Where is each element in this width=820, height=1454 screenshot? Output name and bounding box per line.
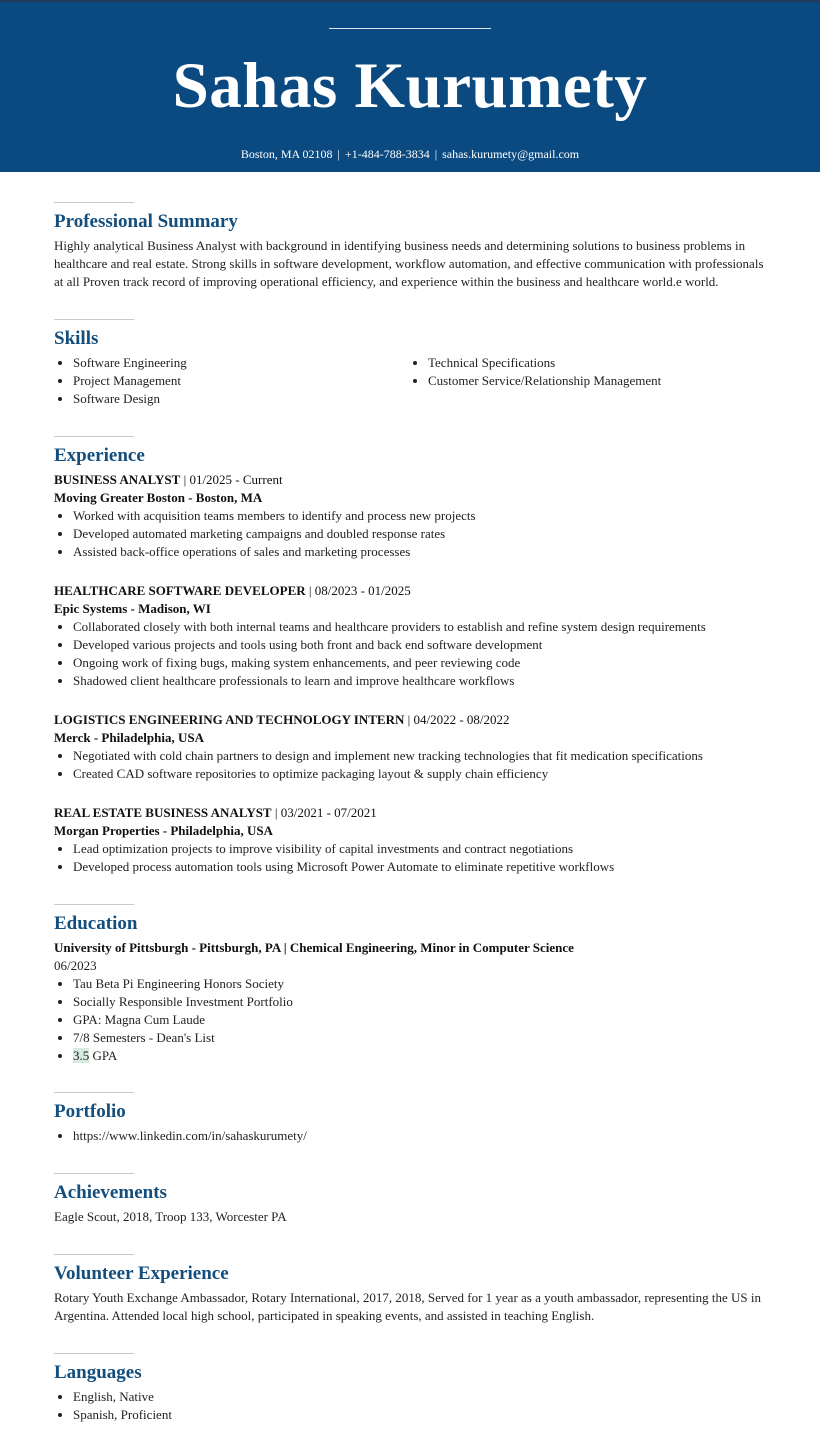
contact-line [0,146,820,162]
section-heading: Languages [54,1362,142,1383]
section-divider [54,202,134,203]
resume-header [0,0,820,172]
job-bullet: • Created CAD software repositories to optimize packaging layout & supply chain efficiency [73,765,768,783]
languages-section [54,1353,768,1424]
candidate-name: Sahas Kurumety [172,50,648,122]
job-title: LOGISTICS ENGINEERING AND TECHNOLOGY INTERN [54,712,405,727]
job-title-line [54,711,768,729]
education-section [54,904,768,1065]
contact-phone[interactable]: +1-484-788-3834 [344,147,430,161]
education-bullets [54,975,768,1065]
job-company: Epic Systems - Madison, WI [54,601,211,616]
achievements-text: Eagle Scout, 2018, Troop 133, Worcester PA [54,1209,287,1224]
portfolio-link[interactable]: • https://www.linkedin.com/in/sahaskurumety/ [73,1127,768,1145]
education-bullet [73,1047,768,1065]
job-title-line [54,804,768,822]
job-title-line [54,471,768,489]
section-heading: Achievements [54,1182,167,1203]
job-bullets [54,840,768,876]
achievements-section [54,1173,768,1226]
job-entry [54,711,768,783]
job-company: Merck - Philadelphia, USA [54,730,204,745]
contact-email[interactable]: sahas.kurumety@gmail.com [442,147,580,161]
contact-address: Boston, MA 02108 [240,147,333,161]
job-entry [54,582,768,690]
section-divider [54,1254,134,1255]
skill-item: • Software Engineering [73,354,409,372]
job-title: REAL ESTATE BUSINESS ANALYST [54,805,272,820]
section-divider [54,436,134,437]
education-school: University of Pittsburgh - Pittsburgh, PA | Chemical Engineering, Minor in Computer Science [54,940,574,955]
job-bullets [54,747,768,783]
section-divider [54,904,134,905]
section-heading: Skills [54,328,99,349]
volunteer-text: Rotary Youth Exchange Ambassador, Rotary International, 2017, 2018, Served for 1 year as a youth ambassador, representing the US in Argentina. Attended local high school, participated in speaking events, and assisted in teaching English. [54,1290,761,1323]
job-title: HEALTHCARE SOFTWARE DEVELOPER [54,583,306,598]
job-bullet: • Worked with acquisition teams members to identify and process new projects [73,507,768,525]
section-divider [54,319,134,320]
education-bullet: • Socially Responsible Investment Portfolio [73,993,768,1011]
job-bullet: • Shadowed client healthcare professionals to learn and improve healthcare workflows [73,672,768,690]
experience-section [54,436,768,897]
section-divider [54,1092,134,1093]
education-bullet: • Tau Beta Pi Engineering Honors Society [73,975,768,993]
job-bullet: • Developed automated marketing campaigns and doubled response rates [73,525,768,543]
skill-item: • Technical Specifications [428,354,764,372]
skill-item: • Project Management [73,372,409,390]
portfolio-section [54,1092,768,1145]
header-divider [329,28,491,29]
job-bullet: • Negotiated with cold chain partners to design and implement new tracking technologies that fit medication specifications [73,747,768,765]
skills-section [54,319,768,408]
gpa-label: GPA [89,1048,118,1063]
job-bullet: • Assisted back-office operations of sales and marketing processes [73,543,768,561]
contact-separator: | [434,147,438,161]
job-dates: | 03/2021 - 07/2021 [274,805,377,820]
education-bullet: • 7/8 Semesters - Dean's List [73,1029,768,1047]
section-heading: Education [54,913,138,934]
job-title-line [54,582,768,600]
job-dates: | 04/2022 - 08/2022 [407,712,510,727]
language-item: • English, Native [73,1388,768,1406]
summary-section [54,202,768,291]
job-company: Moving Greater Boston - Boston, MA [54,490,263,505]
section-heading: Experience [54,445,145,466]
skills-columns [54,354,768,408]
gpa-value: 3.5 [73,1048,90,1063]
section-heading: Professional Summary [54,211,238,232]
job-dates: | 08/2023 - 01/2025 [308,583,411,598]
skill-item: • Software Design [73,390,409,408]
education-date: 06/2023 [54,958,97,973]
languages-list [54,1388,768,1424]
section-heading: Portfolio [54,1101,126,1122]
skills-list-left [54,354,409,408]
skill-item: • Customer Service/Relationship Management [428,372,764,390]
job-company: Morgan Properties - Philadelphia, USA [54,823,273,838]
contact-separator: | [337,147,340,161]
job-bullet: • Developed process automation tools using Microsoft Power Automate to eliminate repetitive workflows [73,858,768,876]
job-bullets [54,618,768,690]
job-entry [54,804,768,876]
section-divider [54,1173,134,1174]
job-entry [54,471,768,561]
job-bullet: • Developed various projects and tools using both front and back end software development [73,636,768,654]
volunteer-section [54,1254,768,1325]
job-bullet: • Lead optimization projects to improve visibility of capital investments and contract negotiations [73,840,768,858]
job-bullet: • Ongoing work of fixing bugs, making system enhancements, and peer reviewing code [73,654,768,672]
job-bullet: • Collaborated closely with both internal teams and healthcare providers to establish and refine system design requirements [73,618,768,636]
section-heading: Volunteer Experience [54,1263,229,1284]
job-bullets [54,507,768,561]
skills-list-right [409,354,764,408]
education-bullet: • GPA: Magna Cum Laude [73,1011,768,1029]
section-divider [54,1353,134,1354]
job-title: BUSINESS ANALYST [54,472,181,487]
job-dates: | 01/2025 - Current [183,472,283,487]
language-item: • Spanish, Proficient [73,1406,768,1424]
portfolio-list [54,1127,768,1145]
summary-text: Highly analytical Business Analyst with background in identifying business needs and determining solutions to business problems in healthcare and real estate. Strong skills in software development, workflow automation, and effective communication with professionals at all Proven track record of improving operational efficiency, and experience within the business and healthcare world.e world. [54,238,764,289]
